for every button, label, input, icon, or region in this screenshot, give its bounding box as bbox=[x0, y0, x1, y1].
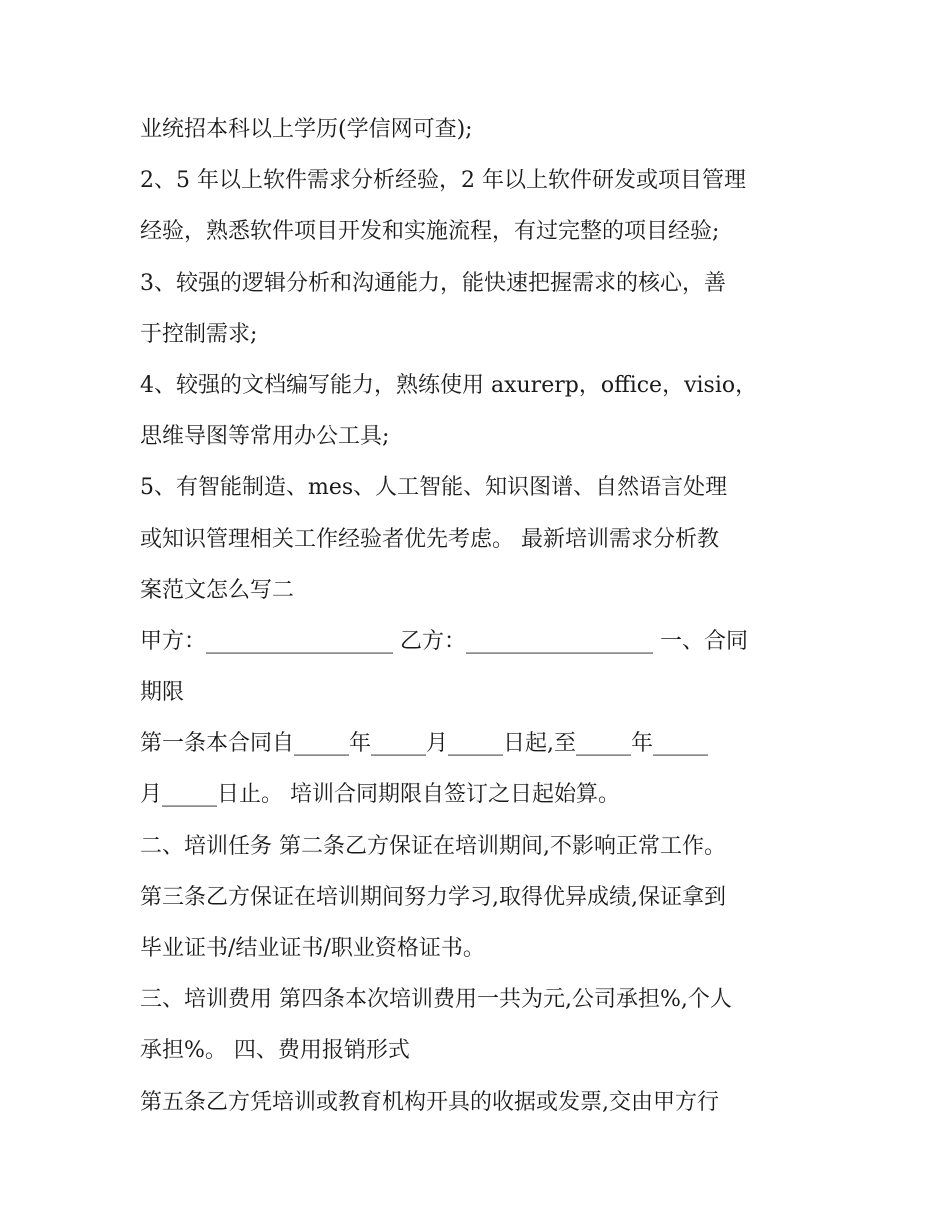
text-line: 案范文怎么写二 bbox=[140, 577, 295, 603]
text-line: 第一条本合同自_____年_____月_____日起,至_____年_____ bbox=[140, 731, 708, 757]
text-line: 或知识管理相关工作经验者优先考虑。 最新培训需求分析教 bbox=[140, 526, 719, 552]
text-line: 于控制需求; bbox=[140, 321, 258, 347]
text-line: 甲方：_________________ 乙方：_________________ 一、合同 bbox=[140, 628, 748, 654]
text-line: 期限 bbox=[140, 680, 185, 706]
text-line: 经验，熟悉软件项目开发和实施流程，有过完整的项目经验; bbox=[140, 219, 720, 245]
text-line: 2、5 年以上软件需求分析经验，2 年以上软件研发或项目管理 bbox=[140, 168, 746, 194]
text-line: 承担%。 四、费用报销形式 bbox=[140, 1038, 410, 1064]
text-line: 3、较强的逻辑分析和沟通能力，能快速把握需求的核心，善 bbox=[140, 270, 726, 296]
text-line: 5、有智能制造、mes、人工智能、知识图谱、自然语言处理 bbox=[140, 475, 728, 501]
text-line: 业统招本科以上学历(学信网可查); bbox=[140, 117, 473, 142]
text-line: 4、较强的文档编写能力，熟练使用 axurerp，office，visio， bbox=[140, 372, 758, 398]
text-line: 毕业证书/结业证书/职业资格证书。 bbox=[140, 936, 485, 961]
document-body bbox=[140, 104, 820, 1128]
text-line: 二、培训任务 第二条乙方保证在培训期间,不影响正常工作。 bbox=[140, 833, 726, 859]
text-line: 三、培训费用 第四条本次培训费用一共为元,公司承担%,个人 bbox=[140, 987, 732, 1013]
text-line: 思维导图等常用办公工具; bbox=[140, 424, 390, 450]
text-line: 月_____日止。 培训合同期限自签订之日起始算。 bbox=[140, 782, 620, 808]
text-line: 第五条乙方凭培训或教育机构开具的收据或发票,交由甲方行 bbox=[140, 1089, 719, 1115]
text-line: 第三条乙方保证在培训期间努力学习,取得优异成绩,保证拿到 bbox=[140, 884, 726, 910]
